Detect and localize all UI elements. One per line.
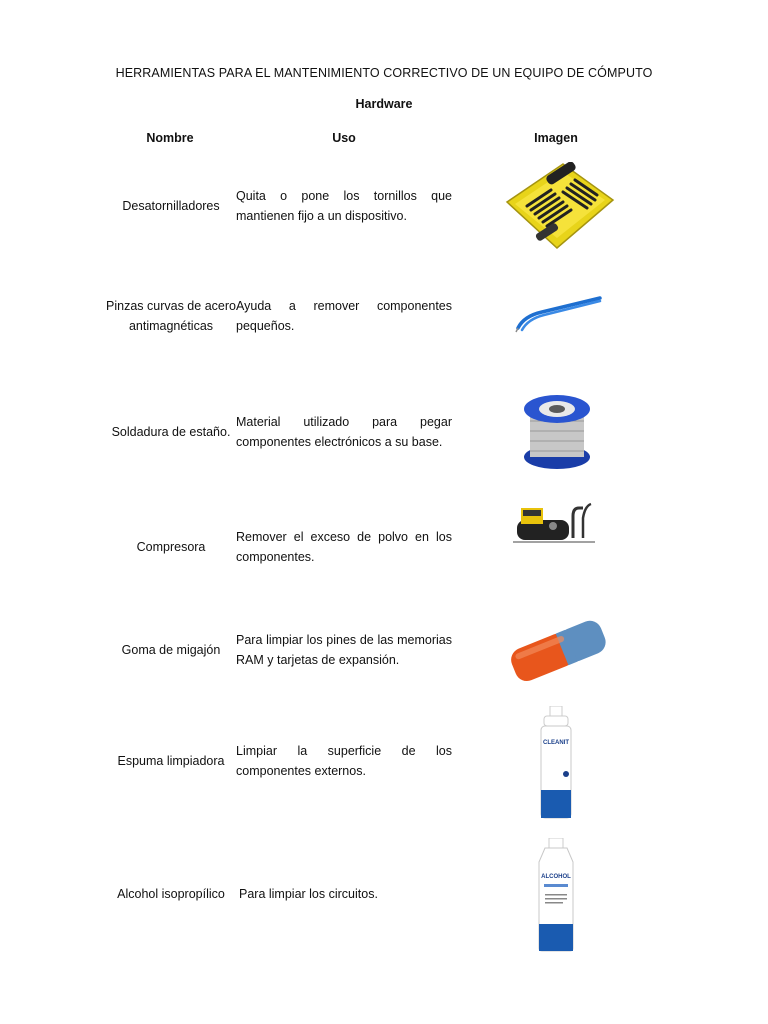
solder-spool-icon (520, 391, 594, 473)
screwdriver-kit-icon (505, 162, 615, 250)
alcohol-brand-label: ALCOHOL (541, 874, 571, 880)
tool-usage: Para limpiar los circuitos. (239, 887, 378, 901)
column-header-imagen: Imagen (534, 131, 578, 145)
eraser-icon (502, 612, 614, 688)
tool-name: Espuma limpiadora (117, 754, 225, 768)
tool-name: Pinzas curvas de acero antimagnéticas (106, 299, 236, 333)
tool-usage: Para limpiar los pines de las memorias RAM y tarjetas de expansión. (236, 633, 452, 667)
tweezers-icon (512, 290, 604, 336)
tool-name: Alcohol isopropílico (117, 887, 225, 901)
tool-name: Compresora (136, 540, 206, 554)
tool-usage: Remover el exceso de polvo en los componentes. (236, 530, 452, 564)
tool-name: Desatornilladores (122, 199, 220, 213)
tool-name: Goma de migajón (121, 643, 221, 657)
tool-usage: Quita o pone los tornillos que mantienen fijo a un dispositivo. (236, 189, 452, 223)
foam-brand-label: CLEANIT (543, 740, 569, 746)
tool-usage: Ayuda a remover componentes pequeños. (236, 299, 452, 333)
column-header-uso: Uso (332, 131, 356, 145)
foam-cleaner-bottle-icon (538, 706, 574, 820)
tool-usage: Material utilizado para pegar componentes electrónicos a su base. (236, 415, 452, 449)
isopropyl-alcohol-bottle-icon (535, 838, 577, 952)
column-header-nombre: Nombre (146, 131, 194, 145)
section-subtitle: Hardware (355, 97, 413, 111)
tool-usage: Limpiar la superficie de los componentes externos. (236, 744, 452, 778)
air-compressor-icon (513, 500, 595, 544)
document-title: HERRAMIENTAS PARA EL MANTENIMIENTO CORRECTIVO DE UN EQUIPO DE CÓMPUTO (115, 66, 653, 80)
tool-name: Soldadura de estaño. (111, 425, 231, 439)
